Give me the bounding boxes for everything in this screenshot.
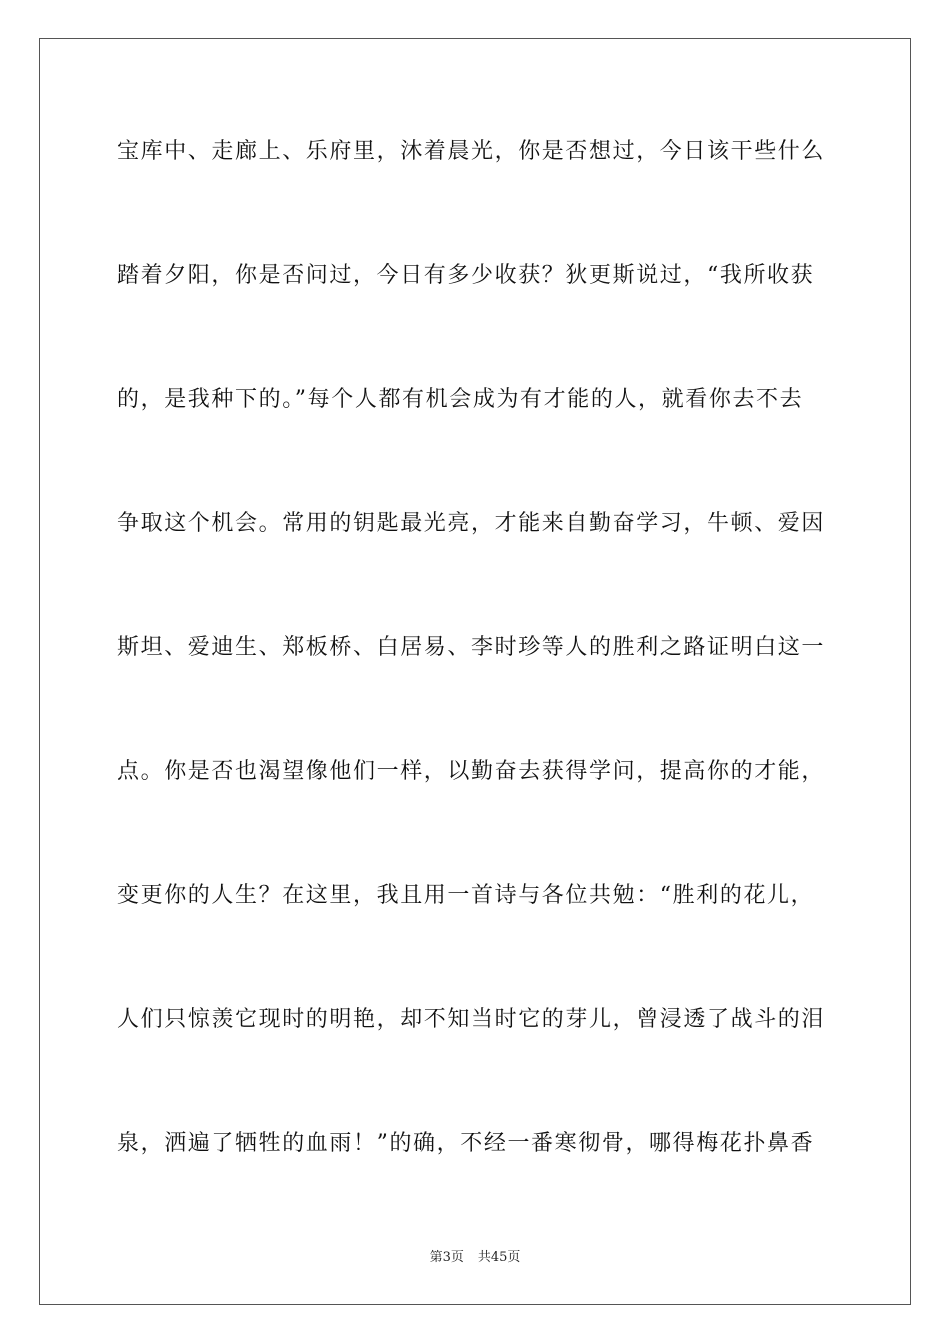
text-line: 变更你的人生？在这里，我且用一首诗与各位共勉：“胜利的花儿， [117, 883, 815, 908]
text-line: 宝库中、走廊上、乐府里，沐着晨光，你是否想过，今日该干些什么 [117, 139, 826, 164]
page-number: 第3页 [429, 1250, 464, 1265]
text-line: 人们只惊羡它现时的明艳，却不知当时它的芽儿，曾浸透了战斗的泪 [117, 1007, 826, 1032]
body-text [117, 124, 833, 1240]
text-line: 泉，洒遍了牺牲的血雨！”的确，不经一番寒彻骨，哪得梅花扑鼻香 [117, 1131, 815, 1156]
text-line: 的，是我种下的。”每个人都有机会成为有才能的人，就看你去不去 [117, 387, 804, 412]
text-line: 踏着夕阳，你是否问过，今日有多少收获？狄更斯说过，“我所收获 [117, 263, 815, 288]
page-total: 共45页 [477, 1250, 521, 1265]
text-line: 争取这个机会。常用的钥匙最光亮，才能来自勤奋学习，牛顿、爱因 [117, 511, 826, 536]
text-line: 斯坦、爱迪生、郑板桥、白居易、李时珍等人的胜利之路证明白这一 [117, 635, 826, 660]
text-line: 点。你是否也渴望像他们一样，以勤奋去获得学问，提高你的才能， [117, 759, 826, 784]
page-footer [0, 1246, 950, 1265]
